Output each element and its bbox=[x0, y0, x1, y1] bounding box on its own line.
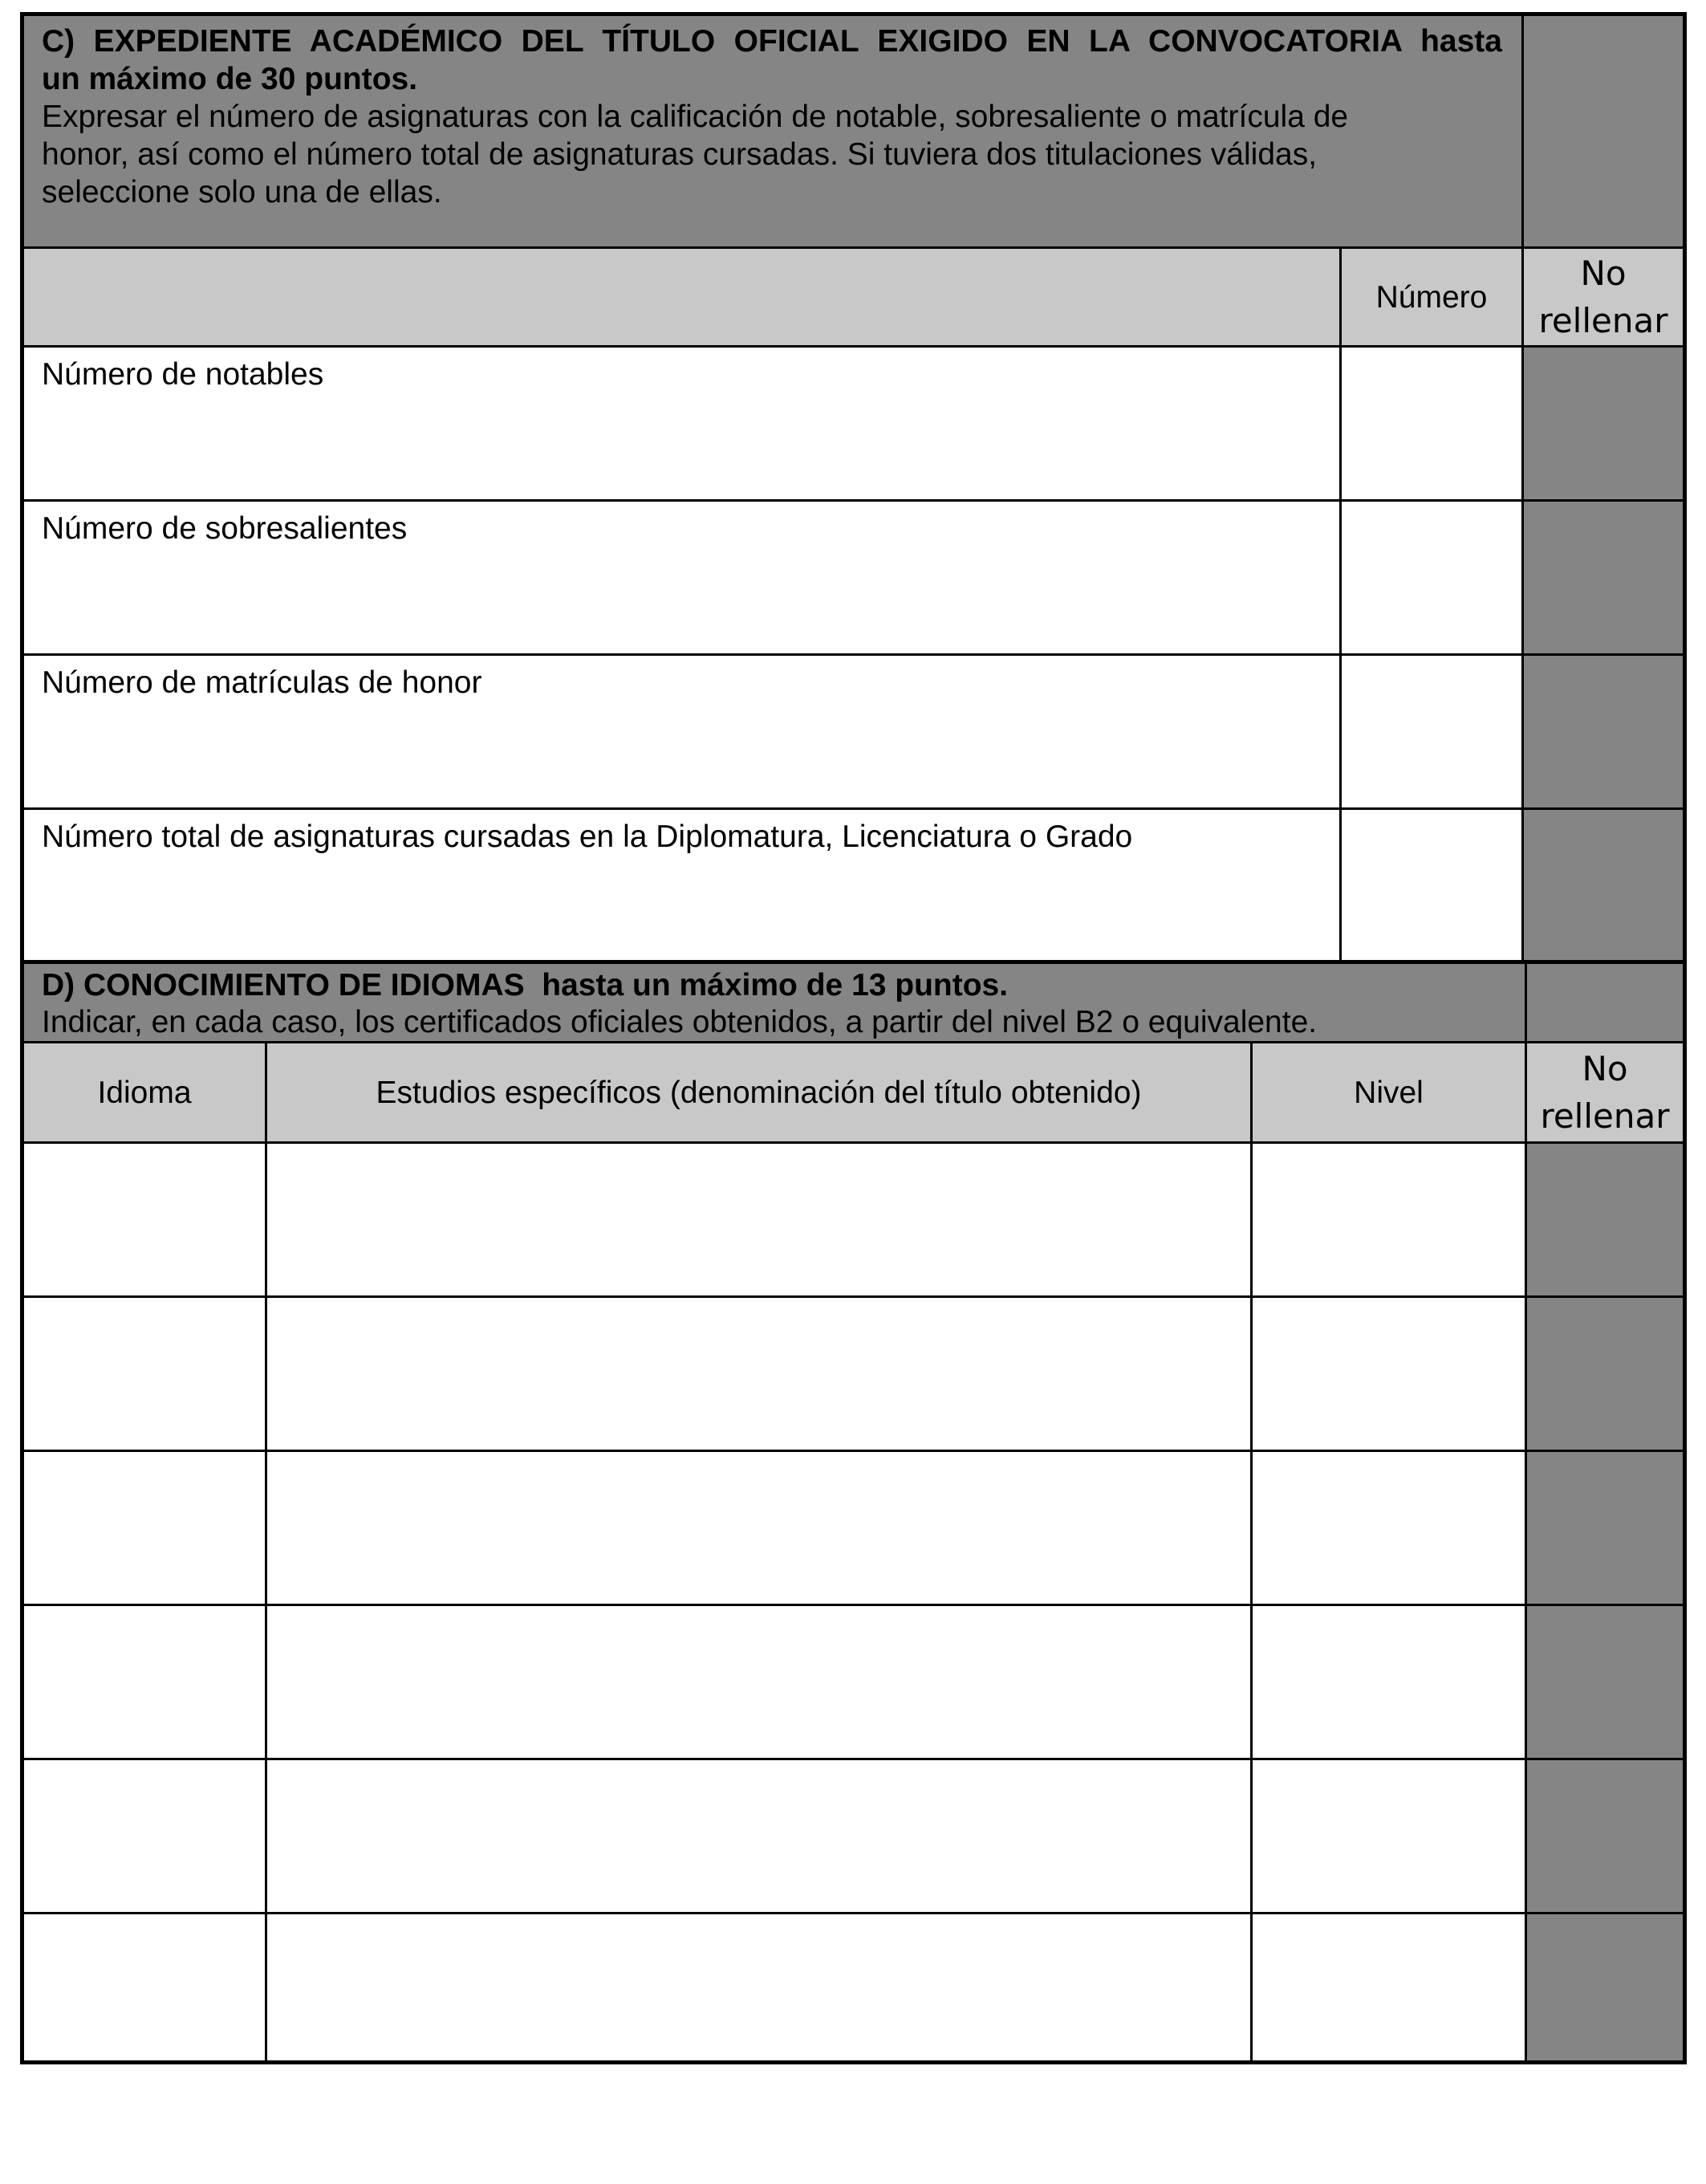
section-c-row-label-cell bbox=[24, 810, 1342, 964]
section-d-col-idioma bbox=[24, 1043, 267, 1144]
section-d-no-rellenar-line1: No bbox=[1582, 1049, 1628, 1088]
input-estudios[interactable] bbox=[267, 1452, 1253, 1606]
input-nivel[interactable] bbox=[1253, 1144, 1527, 1298]
input-numero-matriculas-honor[interactable] bbox=[1342, 656, 1524, 810]
input-estudios[interactable] bbox=[267, 1298, 1253, 1452]
section-d-text bbox=[42, 967, 1505, 1041]
input-numero-total-asignaturas[interactable] bbox=[1342, 810, 1524, 964]
input-numero-notables[interactable] bbox=[1342, 348, 1524, 502]
section-d-col-estudios bbox=[267, 1043, 1253, 1144]
no-rellenar-cell bbox=[1527, 1144, 1683, 1298]
section-c-title-line1: C) EXPEDIENTE ACADÉMICO DEL TÍTULO OFICIAL EXIGIDO EN LA CONVOCATORIA hasta bbox=[42, 24, 1502, 59]
section-d-col-estudios-label: Estudios específicos (denominación del título obtenido) bbox=[376, 1075, 1142, 1110]
application-form bbox=[20, 12, 1687, 2064]
section-c-row-label-cell bbox=[24, 502, 1342, 656]
section-d-header bbox=[24, 964, 1527, 1043]
input-nivel[interactable] bbox=[1253, 1298, 1527, 1452]
no-rellenar-cell bbox=[1527, 1606, 1683, 1760]
section-d-header-side bbox=[1527, 964, 1683, 1043]
row-label-sobresalientes: Número de sobresalientes bbox=[42, 511, 408, 546]
section-c-header bbox=[24, 16, 1524, 249]
no-rellenar-cell bbox=[1524, 502, 1683, 656]
no-rellenar-cell bbox=[1527, 1914, 1683, 2060]
input-estudios[interactable] bbox=[267, 1606, 1253, 1760]
section-c-col-concept bbox=[24, 249, 1342, 348]
input-idioma[interactable] bbox=[24, 1452, 267, 1606]
no-rellenar-cell bbox=[1527, 1760, 1683, 1914]
input-nivel[interactable] bbox=[1253, 1914, 1527, 2060]
section-d-desc: Indicar, en cada caso, los certificados oficiales obtenidos, a partir del nivel B2 o equivalente. bbox=[42, 1005, 1318, 1039]
no-rellenar-cell bbox=[1524, 656, 1683, 810]
section-c-text bbox=[42, 22, 1502, 211]
input-idioma[interactable] bbox=[24, 1298, 267, 1452]
section-d-col-idioma-label: Idioma bbox=[97, 1075, 192, 1110]
input-estudios[interactable] bbox=[267, 1760, 1253, 1914]
section-c-col-numero-label: Número bbox=[1375, 279, 1488, 315]
section-c-header-side bbox=[1524, 16, 1683, 249]
input-idioma[interactable] bbox=[24, 1760, 267, 1914]
no-rellenar-cell bbox=[1524, 810, 1683, 964]
section-c-desc-line2: honor, así como el número total de asignaturas cursadas. Si tuviera dos titulaciones válidas, bbox=[42, 137, 1318, 172]
section-c-row-label-cell bbox=[24, 656, 1342, 810]
row-label-matriculas-honor: Número de matrículas de honor bbox=[42, 665, 482, 700]
section-c-row-label-cell bbox=[24, 348, 1342, 502]
input-numero-sobresalientes[interactable] bbox=[1342, 502, 1524, 656]
section-c-no-rellenar-line1: No bbox=[1580, 254, 1627, 293]
section-d-col-no-rellenar bbox=[1527, 1043, 1683, 1144]
input-idioma[interactable] bbox=[24, 1606, 267, 1760]
section-d-col-nivel bbox=[1253, 1043, 1527, 1144]
no-rellenar-cell bbox=[1527, 1298, 1683, 1452]
section-c-no-rellenar-line2: rellenar bbox=[1538, 301, 1668, 340]
section-d-no-rellenar-line2: rellenar bbox=[1540, 1096, 1670, 1136]
input-nivel[interactable] bbox=[1253, 1606, 1527, 1760]
input-nivel[interactable] bbox=[1253, 1760, 1527, 1914]
no-rellenar-cell bbox=[1527, 1452, 1683, 1606]
section-c-title-line2: un máximo de 30 puntos. bbox=[42, 62, 418, 96]
section-c-desc-line3: seleccione solo una de ellas. bbox=[42, 175, 442, 209]
row-label-notables: Número de notables bbox=[42, 357, 324, 392]
input-estudios[interactable] bbox=[267, 1914, 1253, 2060]
no-rellenar-cell bbox=[1524, 348, 1683, 502]
input-nivel[interactable] bbox=[1253, 1452, 1527, 1606]
section-d-title: D) CONOCIMIENTO DE IDIOMAS hasta un máximo de 13 puntos. bbox=[42, 968, 1009, 1003]
section-c-desc-line1: Expresar el número de asignaturas con la calificación de notable, sobresaliente o matrícula de bbox=[42, 100, 1349, 134]
input-estudios[interactable] bbox=[267, 1144, 1253, 1298]
section-c-col-numero bbox=[1342, 249, 1524, 348]
input-idioma[interactable] bbox=[24, 1144, 267, 1298]
section-d-col-nivel-label: Nivel bbox=[1354, 1075, 1424, 1110]
row-label-total-asignaturas: Número total de asignaturas cursadas en la Diplomatura, Licenciatura o Grado bbox=[42, 820, 1133, 854]
input-idioma[interactable] bbox=[24, 1914, 267, 2060]
section-c-col-no-rellenar bbox=[1524, 249, 1683, 348]
